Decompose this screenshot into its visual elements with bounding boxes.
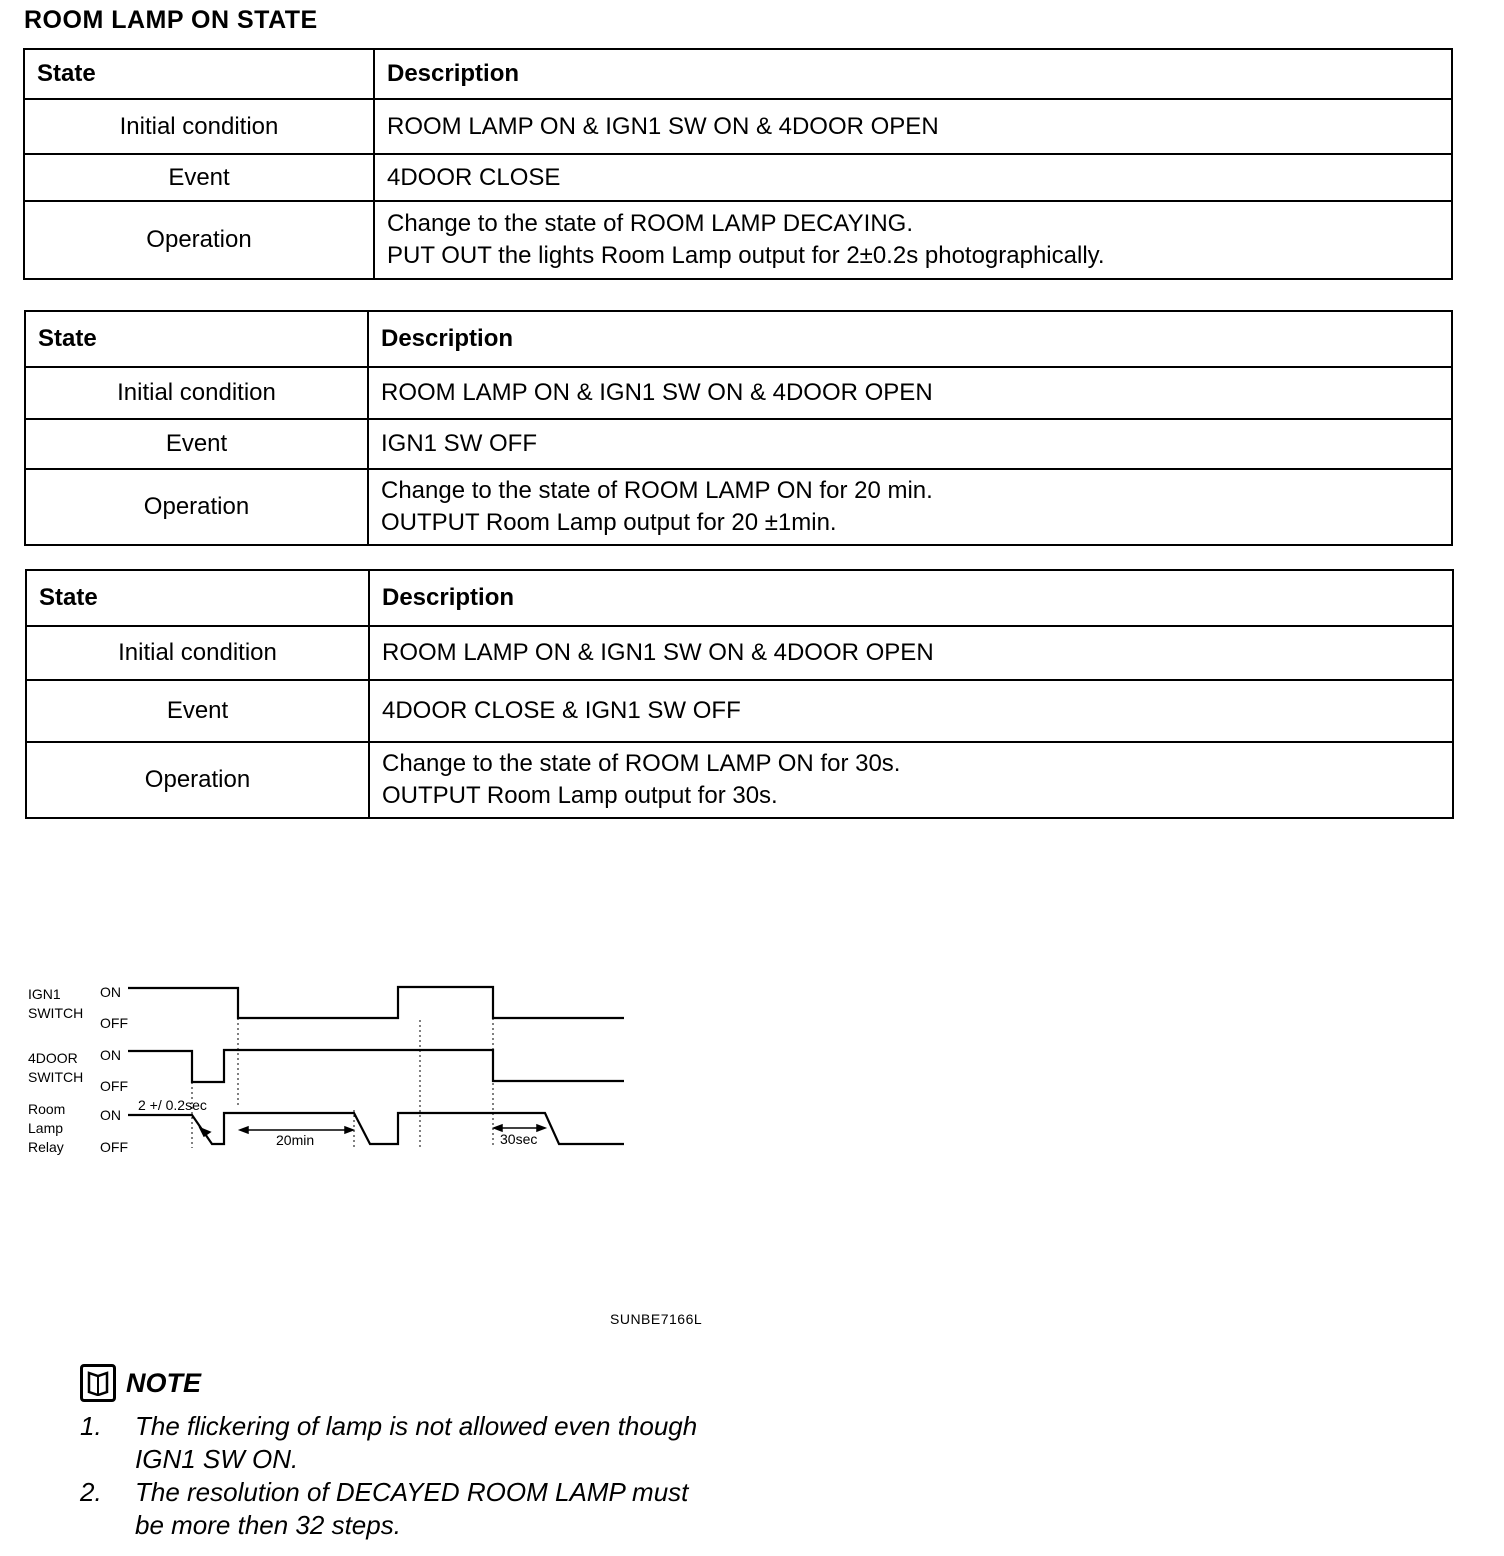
row-label: Event bbox=[24, 154, 374, 201]
row-description: IGN1 SW OFF bbox=[368, 419, 1452, 469]
table-row bbox=[26, 742, 1453, 818]
relay-label-line1: Room bbox=[28, 1101, 66, 1117]
row-label: Initial condition bbox=[25, 367, 368, 419]
signal-labels bbox=[28, 984, 128, 1155]
relay-on-label: ON bbox=[100, 1107, 121, 1123]
row-description: Change to the state of ROOM LAMP ON for 30s. OUTPUT Room Lamp output for 30s. bbox=[369, 742, 1453, 818]
header-state: State bbox=[26, 570, 369, 626]
row-label: Operation bbox=[24, 201, 374, 279]
arrowhead bbox=[345, 1127, 353, 1133]
timing-diagram bbox=[0, 960, 640, 1180]
door-label-line2: SWITCH bbox=[28, 1069, 84, 1085]
row-description: 4DOOR CLOSE bbox=[374, 154, 1452, 201]
ign1-off-label: OFF bbox=[100, 1015, 128, 1031]
arrowhead bbox=[537, 1125, 545, 1131]
table-header-row bbox=[25, 311, 1452, 367]
relay-label-line2: Lamp bbox=[28, 1120, 64, 1136]
state-table-door-close-ign-off bbox=[25, 569, 1454, 819]
row-description: 4DOOR CLOSE & IGN1 SW OFF bbox=[369, 680, 1453, 742]
relay-label-line3: Relay bbox=[28, 1139, 64, 1155]
header-state: State bbox=[24, 49, 374, 99]
note-number: 2. bbox=[80, 1477, 102, 1507]
row-label: Operation bbox=[26, 742, 369, 818]
table-row bbox=[25, 367, 1452, 419]
note-title: NOTE bbox=[126, 1367, 202, 1398]
note-section bbox=[80, 1364, 760, 1542]
row-label: Operation bbox=[25, 469, 368, 545]
figure-code: SUNBE7166L bbox=[610, 1311, 703, 1327]
table-row bbox=[26, 626, 1453, 680]
door-label-line1: 4DOOR bbox=[28, 1050, 78, 1066]
table-row bbox=[25, 469, 1452, 545]
arrowhead bbox=[240, 1127, 248, 1133]
table-header-row bbox=[24, 49, 1452, 99]
delay-20min-annotation: 20min bbox=[276, 1132, 315, 1148]
table-row bbox=[24, 201, 1452, 279]
header-description: Description bbox=[368, 311, 1452, 367]
ign1-on-label: ON bbox=[100, 984, 121, 1000]
header-state: State bbox=[25, 311, 368, 367]
table-row bbox=[25, 419, 1452, 469]
ign1-label-line1: IGN1 bbox=[28, 986, 61, 1002]
header-description: Description bbox=[374, 49, 1452, 99]
decay-annotation: 2 +/ 0.2sec bbox=[138, 1097, 207, 1113]
note-item bbox=[80, 1476, 760, 1542]
row-label: Initial condition bbox=[26, 626, 369, 680]
page-title: ROOM LAMP ON STATE bbox=[24, 6, 318, 34]
row-description: ROOM LAMP ON & IGN1 SW ON & 4DOOR OPEN bbox=[368, 367, 1452, 419]
state-table-door-close bbox=[23, 48, 1453, 280]
row-description: Change to the state of ROOM LAMP ON for 20 min. OUTPUT Room Lamp output for 20 ±1min. bbox=[368, 469, 1452, 545]
row-label: Event bbox=[25, 419, 368, 469]
table-row bbox=[24, 154, 1452, 201]
arrowhead bbox=[200, 1128, 210, 1136]
note-item bbox=[80, 1410, 760, 1476]
book-icon-glyph bbox=[86, 1370, 110, 1396]
note-list bbox=[80, 1410, 760, 1542]
delay-30sec-annotation: 30sec bbox=[500, 1131, 538, 1147]
header-description: Description bbox=[369, 570, 1453, 626]
table-row bbox=[26, 680, 1453, 742]
row-label: Initial condition bbox=[24, 99, 374, 154]
ign1-label-line2: SWITCH bbox=[28, 1005, 84, 1021]
note-header bbox=[80, 1364, 760, 1402]
door-on-label: ON bbox=[100, 1047, 121, 1063]
row-description: ROOM LAMP ON & IGN1 SW ON & 4DOOR OPEN bbox=[374, 99, 1452, 154]
row-description: Change to the state of ROOM LAMP DECAYING. PUT OUT the lights Room Lamp output for 2±0.2s photographically. bbox=[374, 201, 1452, 279]
table-row bbox=[24, 99, 1452, 154]
timing-guides bbox=[192, 1018, 493, 1148]
ign1-waveform bbox=[128, 987, 624, 1018]
door-waveform bbox=[128, 1050, 624, 1082]
note-number: 1. bbox=[80, 1411, 102, 1441]
door-off-label: OFF bbox=[100, 1078, 128, 1094]
note-text: The resolution of DECAYED ROOM LAMP must be more then 32 steps. bbox=[135, 1477, 689, 1540]
book-icon bbox=[80, 1364, 116, 1402]
note-text: The flickering of lamp is not allowed even though IGN1 SW ON. bbox=[135, 1411, 698, 1474]
row-label: Event bbox=[26, 680, 369, 742]
table-header-row bbox=[26, 570, 1453, 626]
row-description: ROOM LAMP ON & IGN1 SW ON & 4DOOR OPEN bbox=[369, 626, 1453, 680]
relay-off-label: OFF bbox=[100, 1139, 128, 1155]
state-table-ign-off bbox=[24, 310, 1453, 546]
